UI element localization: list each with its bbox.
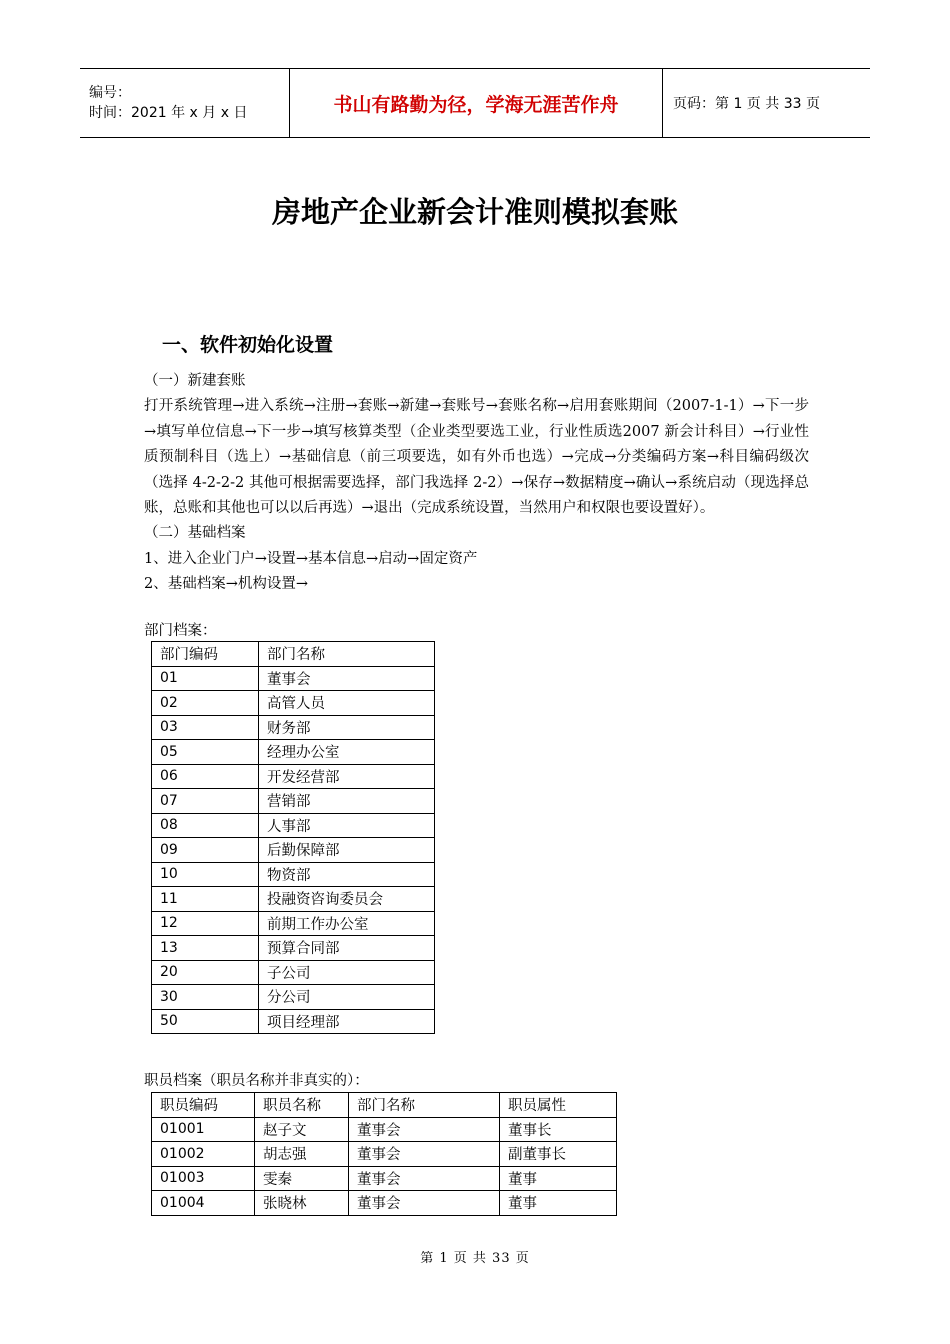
table-cell: 03: [152, 715, 259, 740]
table-row: [152, 887, 435, 912]
table-cell: 营销部: [259, 789, 435, 814]
table-row: [152, 813, 435, 838]
header-motto: 书山有路勤为径，学海无涯苦作舟: [333, 93, 619, 116]
table-cell: 高管人员: [259, 691, 435, 716]
table-row: [152, 740, 435, 765]
table-row: [152, 1009, 435, 1034]
table-header-cell: 部门名称: [349, 1093, 500, 1118]
table-cell: 胡志强: [255, 1142, 349, 1167]
table-cell: 09: [152, 838, 259, 863]
table-cell: 董事: [500, 1166, 617, 1191]
table-cell: 赵子文: [255, 1117, 349, 1142]
step-2: 2、基础档案→机构设置→: [144, 576, 309, 593]
table-cell: 前期工作办公室: [259, 911, 435, 936]
table-row: [152, 1142, 617, 1167]
table-row: [152, 1166, 617, 1191]
table-cell: 后勤保障部: [259, 838, 435, 863]
table-cell: 董事会: [349, 1191, 500, 1216]
table-cell: 30: [152, 985, 259, 1010]
table-row: [152, 960, 435, 985]
table-cell: 经理办公室: [259, 740, 435, 765]
table-cell: 12: [152, 911, 259, 936]
page-header: [80, 68, 870, 138]
table-cell: 01001: [152, 1117, 255, 1142]
table-row: [152, 1191, 617, 1216]
table-cell: 02: [152, 691, 259, 716]
table-cell: 开发经营部: [259, 764, 435, 789]
table-header-row: [152, 1093, 617, 1118]
table-row: [152, 666, 435, 691]
table-cell: 董事: [500, 1191, 617, 1216]
table-cell: 01: [152, 666, 259, 691]
table-cell: 13: [152, 936, 259, 961]
table-cell: 副董事长: [500, 1142, 617, 1167]
table-cell: 张晓林: [255, 1191, 349, 1216]
table-cell: 11: [152, 887, 259, 912]
document-title: 房地产企业新会计准则模拟套账: [271, 195, 678, 229]
table-cell: 01003: [152, 1166, 255, 1191]
header-motto-cell: [290, 69, 663, 137]
table-cell: 董事会: [349, 1142, 500, 1167]
table-cell: 董事会: [349, 1166, 500, 1191]
header-time: 时间：2021 年 x 月 x 日: [89, 105, 248, 121]
step-1: 1、进入企业门户→设置→基本信息→启动→固定资产: [144, 550, 478, 567]
table-row: [152, 715, 435, 740]
table-header-cell: 职员名称: [255, 1093, 349, 1118]
table-cell: 人事部: [259, 813, 435, 838]
table-cell: 董事会: [349, 1117, 500, 1142]
table-cell: 预算合同部: [259, 936, 435, 961]
table-cell: 子公司: [259, 960, 435, 985]
section-body: [144, 369, 809, 598]
table-cell: 分公司: [259, 985, 435, 1010]
table-row: [152, 985, 435, 1010]
table-row: [152, 691, 435, 716]
table-header-row: [152, 642, 435, 667]
table-cell: 项目经理部: [259, 1009, 435, 1034]
table-cell: 08: [152, 813, 259, 838]
employee-table: [151, 1092, 617, 1216]
table-cell: 董事会: [259, 666, 435, 691]
setup-paragraph: 打开系统管理→进入系统→注册→套账→新建→套账号→套账名称→启用套账期间（2007-1-1）→下一步→填写单位信息→下一步→填写核算类型（企业类型要选工业，行业性质选2007 新会计科目）→行业性质预制科目（选上）→基础信息（前三项要选，如有外币也选）→完成→分类编码方案→科目编码级次（选择 4-2-2-2 其他可根据需要选择，部门我选择 2-2）→保存→数据精度→确认→系统启动（现选择总账，总账和其他也可以以后再选）→退出（完成系统设置，当然用户和权限也要设置好）。: [144, 398, 809, 517]
table-row: [152, 1117, 617, 1142]
table-cell: 财务部: [259, 715, 435, 740]
table-cell: 01002: [152, 1142, 255, 1167]
table-header-cell: 职员属性: [500, 1093, 617, 1118]
subsection-heading-new-account: （一）新建套账: [144, 373, 246, 389]
table-cell: 董事长: [500, 1117, 617, 1142]
table-row: [152, 789, 435, 814]
page-footer: 第 1 页 共 33 页: [420, 1251, 530, 1266]
table-cell: 20: [152, 960, 259, 985]
table-header-cell: 部门编码: [152, 642, 259, 667]
table-header-cell: 部门名称: [259, 642, 435, 667]
table-cell: 01004: [152, 1191, 255, 1216]
table-header-cell: 职员编码: [152, 1093, 255, 1118]
header-number: 编号：: [89, 85, 131, 101]
subsection-heading-base-archive: （二）基础档案: [144, 525, 246, 542]
table-row: [152, 764, 435, 789]
header-page-cell: [663, 69, 870, 137]
table-cell: 05: [152, 740, 259, 765]
table-cell: 投融资咨询委员会: [259, 887, 435, 912]
emp-caption: 职员档案（职员名称并非真实的）：: [144, 1073, 369, 1089]
table-cell: 物资部: [259, 862, 435, 887]
department-table: [151, 641, 435, 1034]
dept-caption: 部门档案：: [144, 623, 217, 639]
header-meta: [80, 69, 290, 137]
header-page-number: 页码：第 1 页 共 33 页: [673, 96, 820, 112]
table-row: [152, 862, 435, 887]
table-row: [152, 838, 435, 863]
table-cell: 雯秦: [255, 1166, 349, 1191]
table-cell: 07: [152, 789, 259, 814]
table-cell: 06: [152, 764, 259, 789]
table-cell: 10: [152, 862, 259, 887]
section-heading: 一、软件初始化设置: [162, 334, 334, 356]
table-row: [152, 936, 435, 961]
table-cell: 50: [152, 1009, 259, 1034]
table-row: [152, 911, 435, 936]
